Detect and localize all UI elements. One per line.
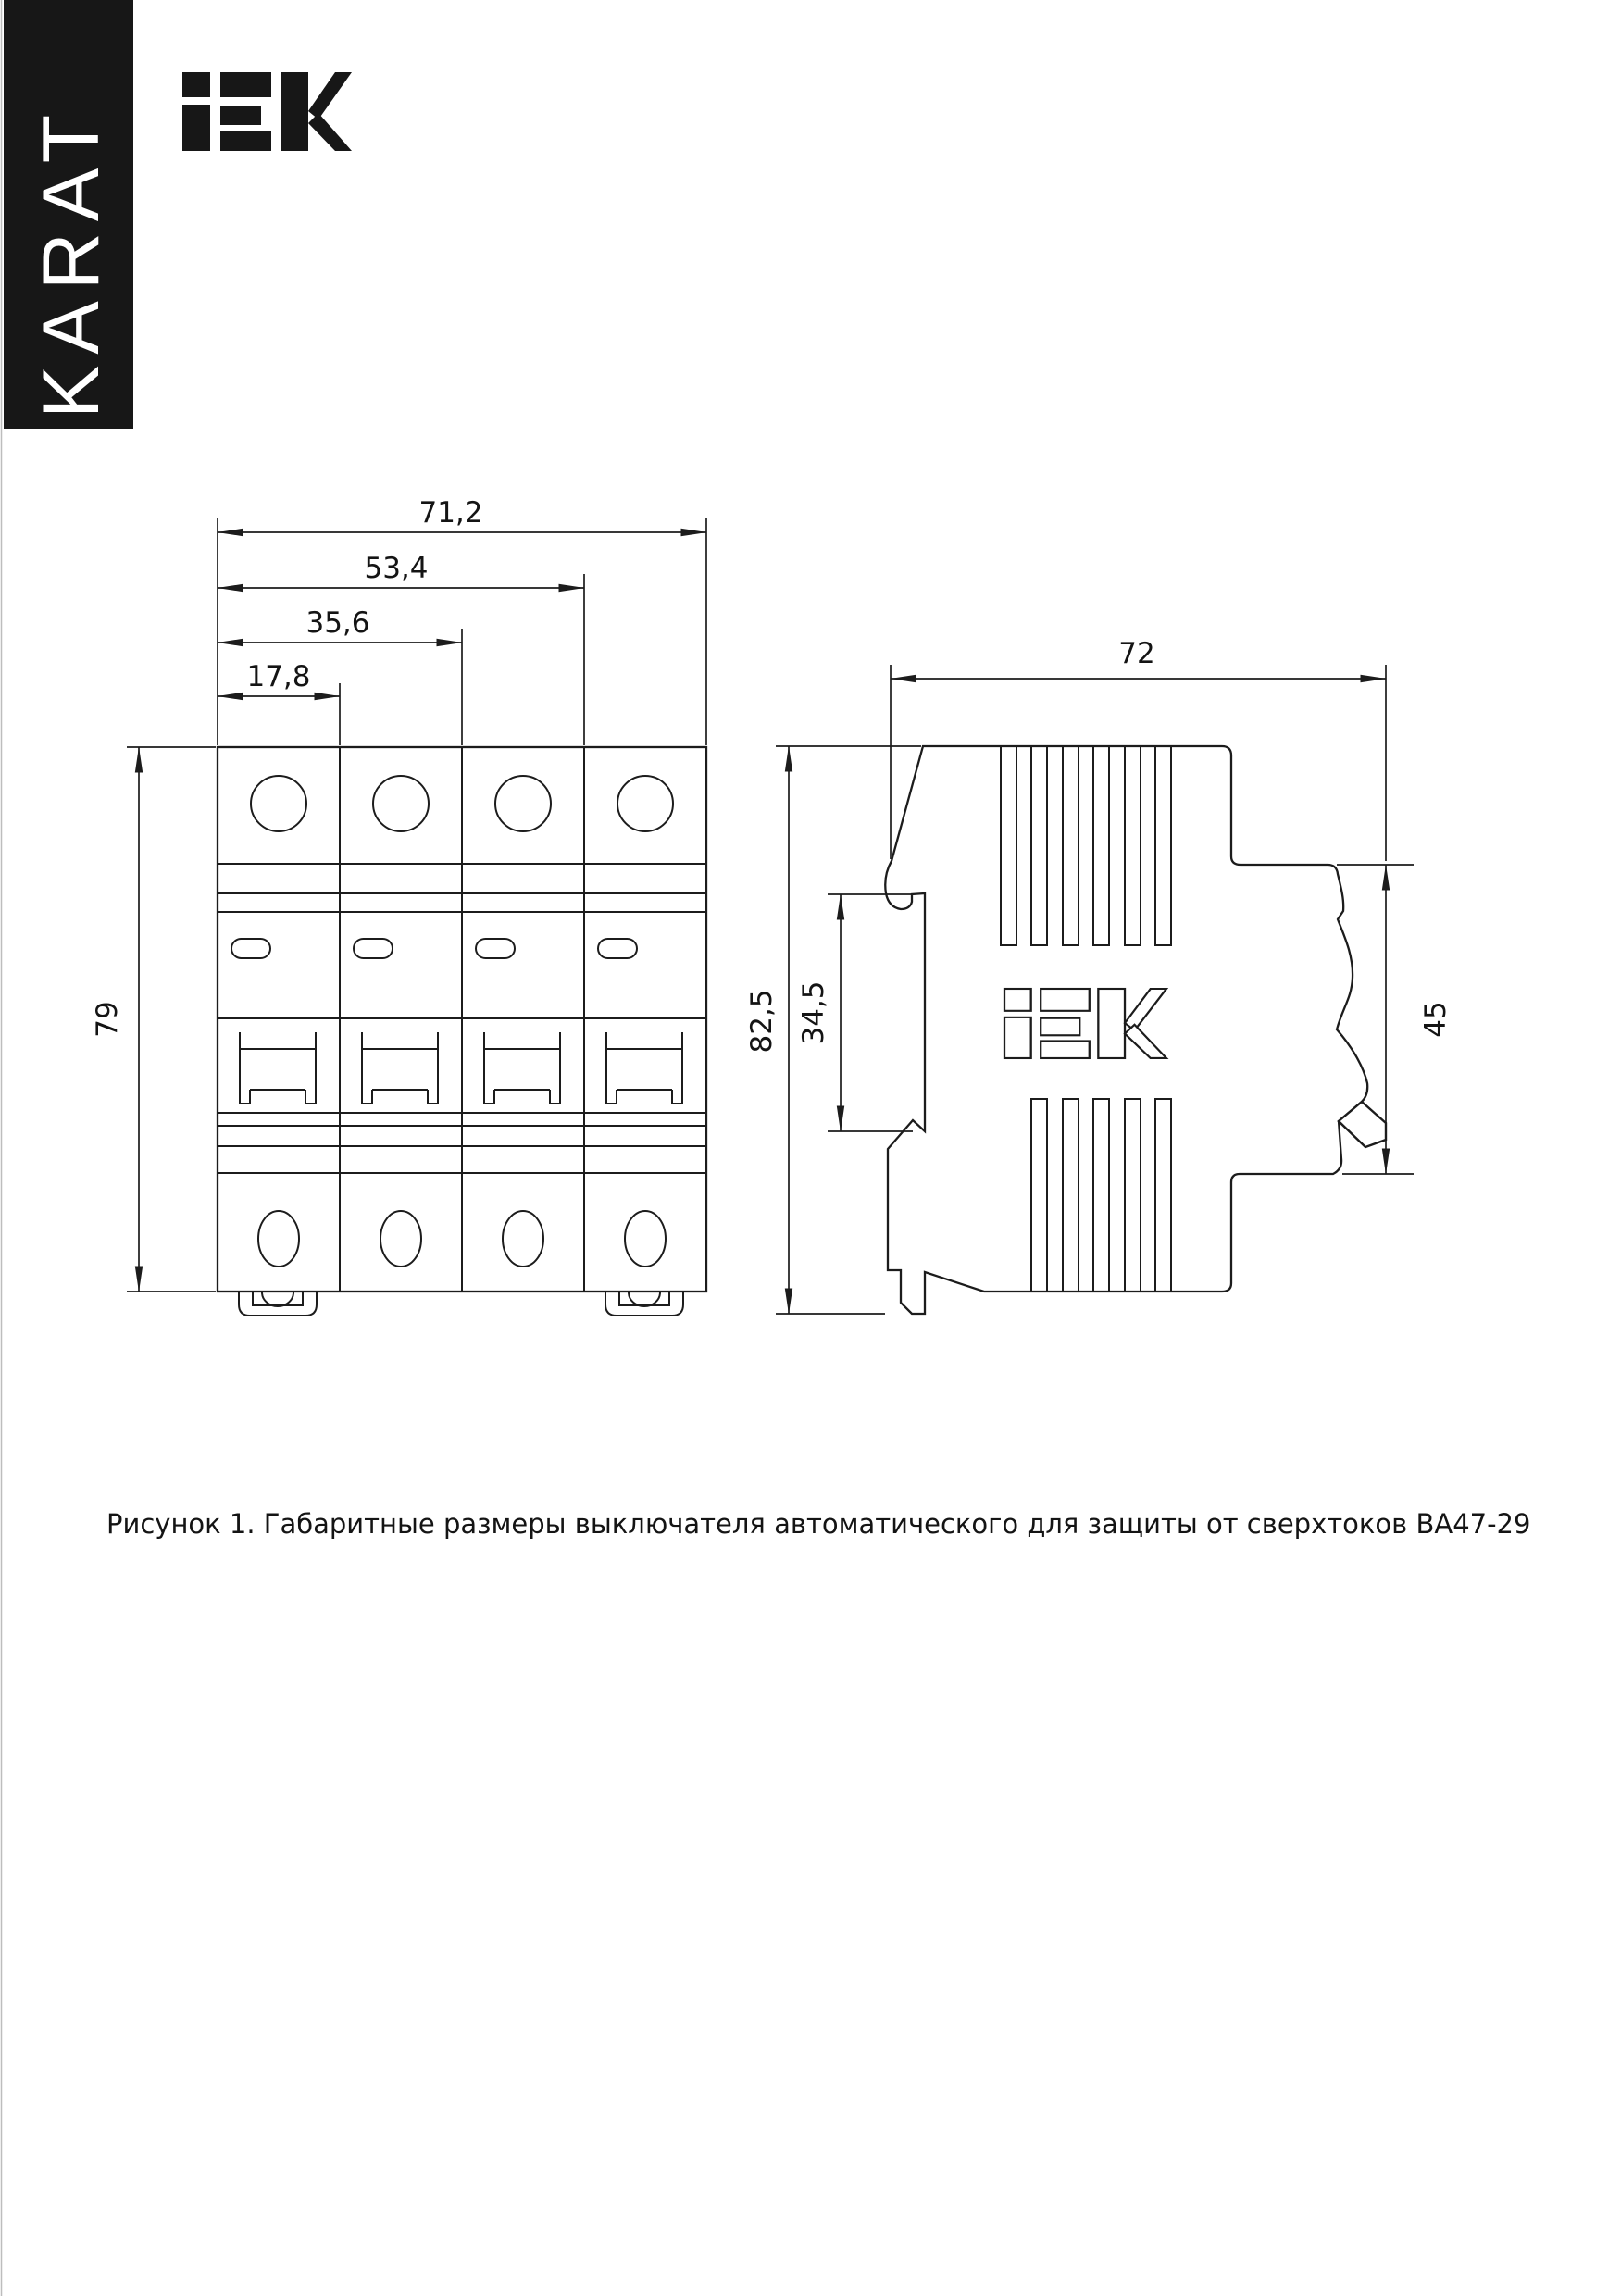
logo-i-dot [182, 72, 210, 97]
side-iek-logo-embossed [1004, 989, 1166, 1058]
dim-front-width-1-module [218, 660, 340, 745]
dim-label: 72 [1118, 637, 1155, 670]
dim-label: 17,8 [246, 660, 311, 693]
karat-banner [4, 0, 133, 429]
toggle-handle [484, 1032, 560, 1104]
iek-logo [182, 72, 352, 151]
din-clip-right [605, 1292, 683, 1316]
dim-label: 53,4 [364, 552, 429, 585]
logo-e-top-bar [220, 72, 271, 97]
toggle-handle [362, 1032, 438, 1104]
logo-e-mid-bar [220, 106, 261, 125]
toggle-handle [606, 1032, 682, 1104]
side-vent-slots-lower [1031, 1099, 1171, 1292]
din-clip-left [239, 1292, 317, 1316]
side-body-outline [885, 746, 1367, 1314]
logo-i-stem [182, 105, 210, 151]
logo-k-lower-arm [308, 113, 352, 151]
dim-label: 71,2 [418, 496, 483, 530]
dim-label: 34,5 [797, 980, 830, 1045]
dim-label: 79 [91, 1001, 124, 1038]
logo-e-bottom-bar [220, 131, 271, 151]
dim-label: 35,6 [305, 606, 370, 640]
logo-k-upper-arm [308, 72, 352, 119]
dim-front-width-3-modules [218, 552, 584, 745]
figure-caption: Рисунок 1. Габаритные размеры выключателя автоматического для защиты от сверхтоков ВА47-29 [106, 1508, 1531, 1540]
marking-slots [231, 939, 637, 958]
front-view [91, 496, 706, 1316]
dim-side-din-rail-zone [797, 894, 913, 1131]
side-toggle-tip [1339, 1102, 1386, 1147]
logo-k-stem [281, 72, 308, 151]
side-vent-slots-upper [1001, 746, 1171, 945]
banner-brand-text: KARAT [27, 103, 116, 418]
dim-label: 82,5 [745, 989, 779, 1054]
dim-label: 45 [1419, 1001, 1453, 1038]
dim-front-height [91, 747, 216, 1292]
toggle-handle [240, 1032, 316, 1104]
dim-side-height-total [745, 746, 921, 1314]
side-view [745, 637, 1453, 1314]
dim-side-depth [891, 637, 1386, 861]
